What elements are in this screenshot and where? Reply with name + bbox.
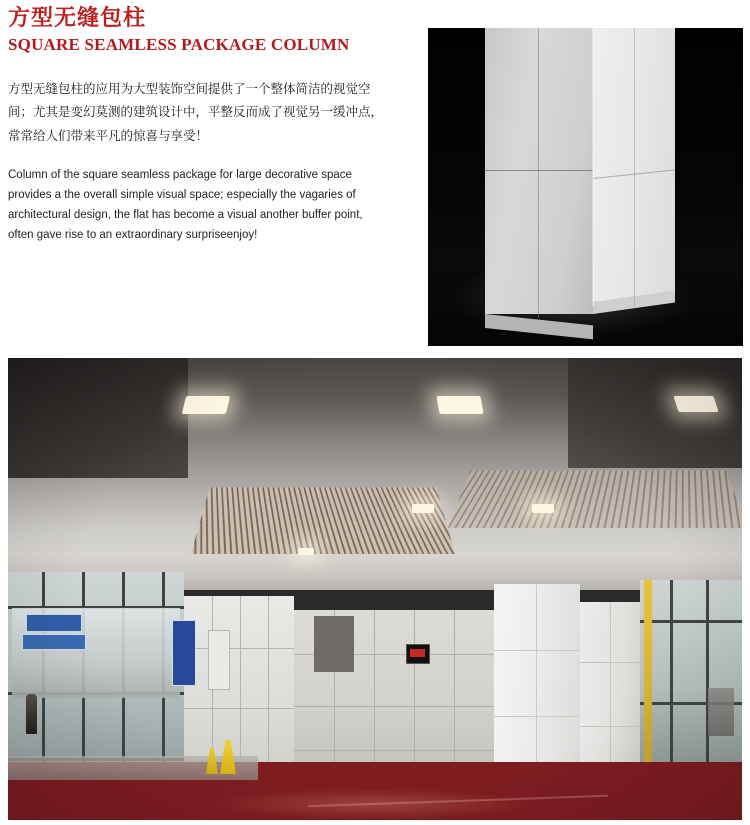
ceiling-light-2 — [436, 396, 483, 414]
column-seam-horizontal — [494, 650, 580, 651]
page-title-chinese: 方型无缝包柱 — [8, 6, 147, 31]
ceiling-light-6 — [298, 548, 314, 555]
text-block — [8, 6, 408, 245]
panel-seam-vertical — [414, 610, 415, 780]
body-paragraph-english: Column of the square seamless package for large decorative space provides a the overall simple visual space; especially the vagaries of architectural design, the flat has become a visual another buffer point, often gave rise to an extraordinary surpriseenjoy! — [8, 168, 363, 242]
column-seam-horizontal — [580, 726, 640, 727]
panel-seam-horizontal — [294, 750, 494, 751]
wall-banner-blue — [172, 620, 196, 686]
panel-seam-horizontal — [184, 648, 294, 649]
yellow-column-strip — [644, 580, 652, 770]
panel-seam-vertical — [454, 610, 455, 780]
body-paragraph-chinese: 方型无缝包柱的应用为大型装饰空间提供了一个整体简洁的视觉空间；尤其是变幻莫测的建筑设计中，平整反而成了视觉另一缓冲点，常常给人们带来平凡的惊喜与享受！ — [8, 81, 384, 143]
ceiling-light-3 — [673, 396, 718, 412]
photo-square-seamless-column — [428, 28, 743, 346]
luggage-cart — [708, 688, 734, 736]
exterior-blue-sign-2 — [22, 634, 86, 650]
column-front-face — [485, 28, 593, 314]
column-vertical-seam-front — [538, 28, 539, 318]
wall-mounted-display-sign — [406, 644, 430, 664]
transom — [640, 620, 742, 623]
ceiling-light-4 — [412, 504, 434, 513]
ceiling-light-5 — [532, 504, 554, 513]
photo-lobby-interior — [8, 358, 742, 820]
exterior-blue-sign-1 — [26, 614, 82, 632]
ceiling-wood-slats-panel-secondary — [448, 470, 742, 528]
ceiling-dark-region-left — [8, 358, 188, 478]
floor-grey-threshold — [8, 756, 258, 780]
panel-seam-vertical — [374, 610, 375, 780]
column-seam-horizontal — [580, 662, 640, 663]
back-wall-opening — [314, 616, 354, 672]
ceiling-dark-region-right — [568, 358, 742, 468]
ceiling-light-1 — [182, 396, 230, 414]
panel-seam-horizontal — [294, 706, 494, 707]
column-seam-horizontal — [494, 716, 580, 717]
wall-banner-light — [208, 630, 230, 690]
panel-seam-horizontal — [184, 708, 294, 709]
ceiling-wood-slats-panel — [188, 488, 458, 564]
pedestrian-silhouette — [26, 694, 37, 734]
column-vertical-seam-side — [634, 28, 635, 306]
page-title-english: SQUARE SEAMLESS PACKAGE COLUMN — [8, 35, 350, 55]
column-horizontal-seam-front — [485, 170, 593, 171]
column-corner-edge — [592, 28, 594, 306]
